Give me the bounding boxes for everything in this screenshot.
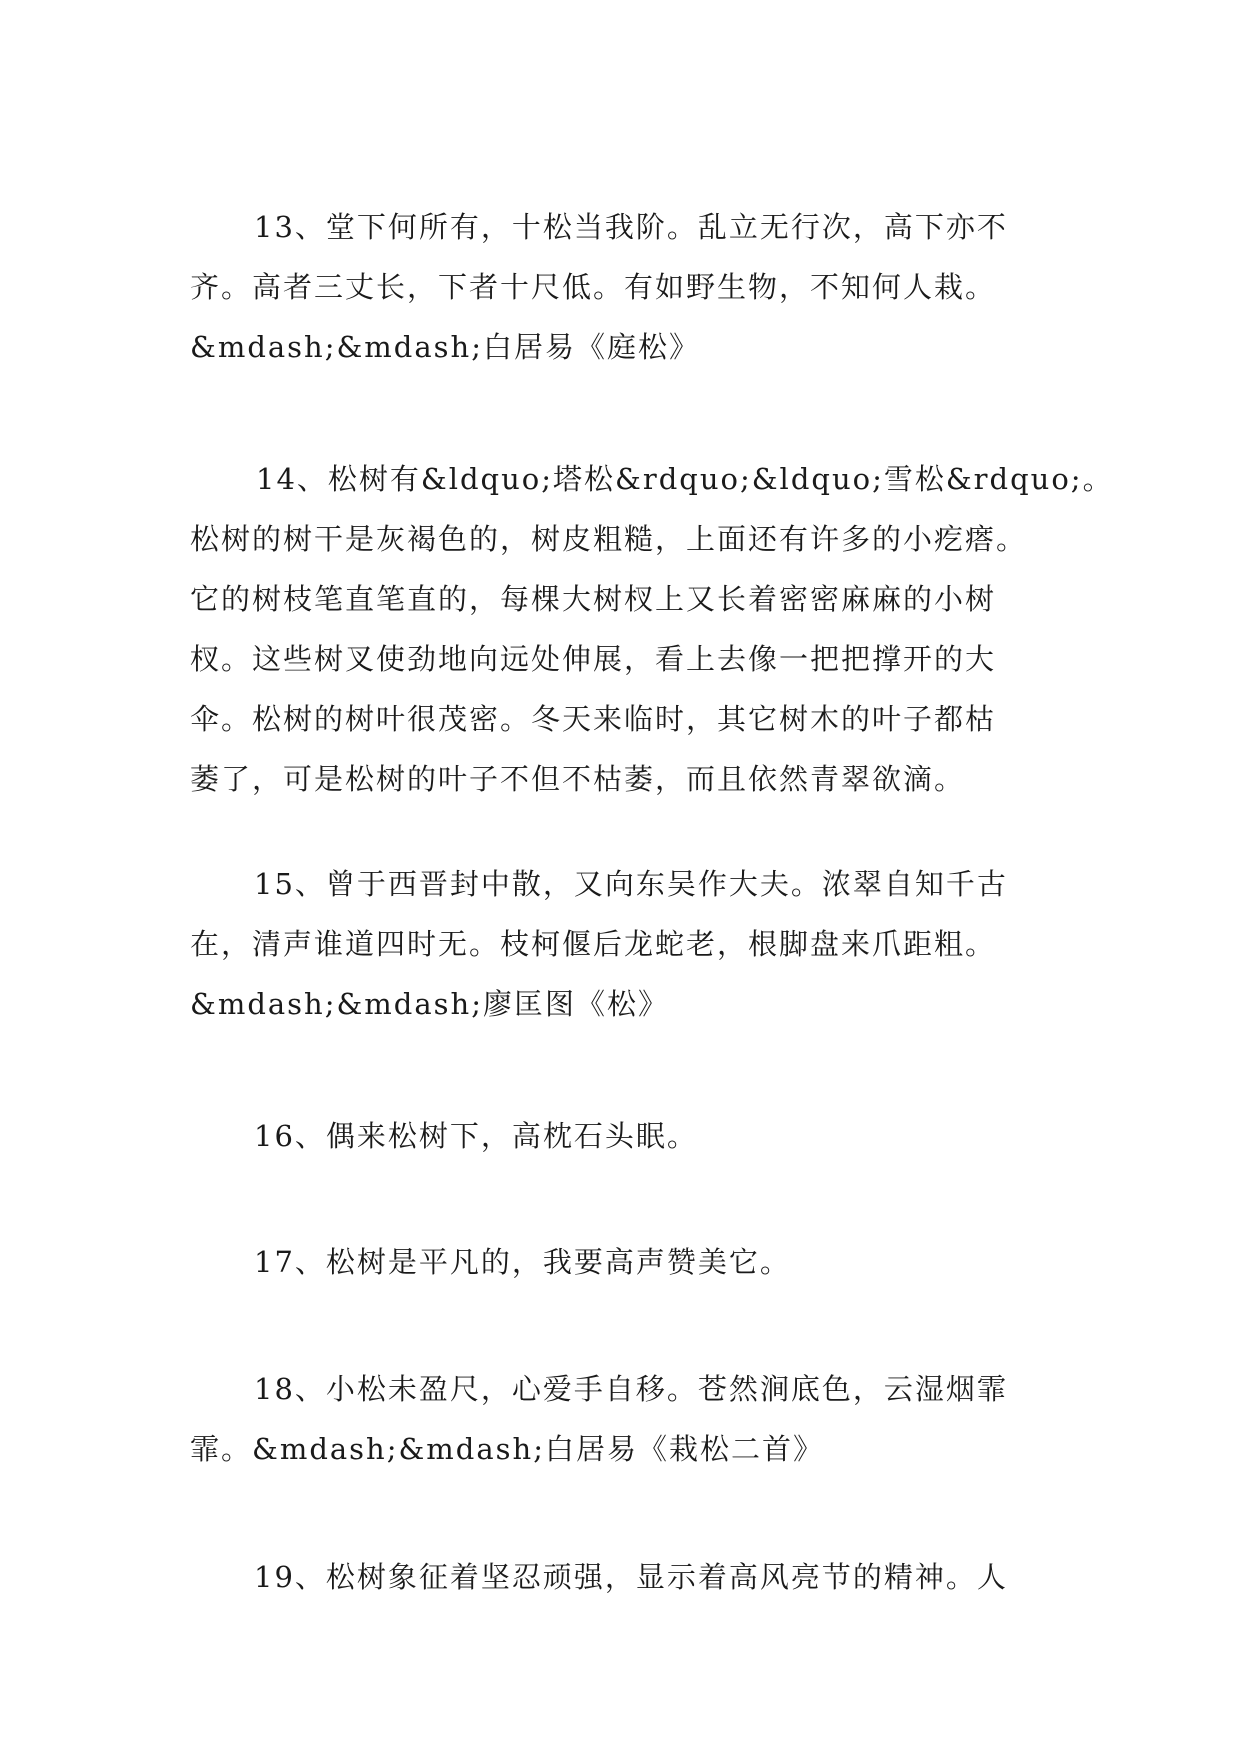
- paragraph-18: [190, 1359, 1090, 1479]
- paragraph-17: [190, 1232, 1090, 1292]
- text-line: 松树的树干是灰褐色的，树皮粗糙，上面还有许多的小疙瘩。: [190, 522, 1028, 556]
- paragraph-13: [190, 197, 1090, 377]
- text-line: 19、松树象征着坚忍顽强，显示着高风亮节的精神。人: [254, 1560, 1008, 1594]
- text-line: &mdash;&mdash;廖匡图《松》: [190, 987, 669, 1021]
- text-line: 18、小松未盈尺，心爱手自移。苍然涧底色，云湿烟霏: [254, 1372, 1008, 1406]
- text-line: 霏。&mdash;&mdash;白居易《栽松二首》: [190, 1432, 824, 1466]
- text-line: 萎了，可是松树的叶子不但不枯萎，而且依然青翠欲滴。: [190, 762, 966, 796]
- paragraph-15: [190, 854, 1090, 1034]
- text-line: 杈。这些树叉使劲地向远处伸展，看上去像一把把撑开的大: [190, 642, 997, 676]
- text-line: &mdash;&mdash;白居易《庭松》: [190, 330, 700, 364]
- text-line: 伞。松树的树叶很茂密。冬天来临时，其它树木的叶子都枯: [190, 702, 997, 736]
- paragraph-14: [190, 449, 1114, 809]
- text-line: 16、偶来松树下，高枕石头眠。: [254, 1119, 698, 1153]
- paragraph-19: [190, 1547, 1090, 1607]
- text-line: 齐。高者三丈长，下者十尺低。有如野生物，不知何人栽。: [190, 270, 997, 304]
- text-line: 13、堂下何所有，十松当我阶。乱立无行次，高下亦不: [254, 210, 1008, 244]
- text-line: 15、曾于西晋封中散，又向东吴作大夫。浓翠自知千古: [254, 867, 1008, 901]
- text-line: 它的树枝笔直笔直的，每棵大树杈上又长着密密麻麻的小树: [190, 582, 997, 616]
- text-line: 14、松树有&ldquo;塔松&rdquo;&ldquo;雪松&rdquo;。: [256, 462, 1114, 496]
- text-line: 17、松树是平凡的，我要高声赞美它。: [254, 1245, 791, 1279]
- text-line: 在，清声谁道四时无。枝柯偃后龙蛇老，根脚盘来爪距粗。: [190, 927, 997, 961]
- paragraph-16: [190, 1106, 1090, 1166]
